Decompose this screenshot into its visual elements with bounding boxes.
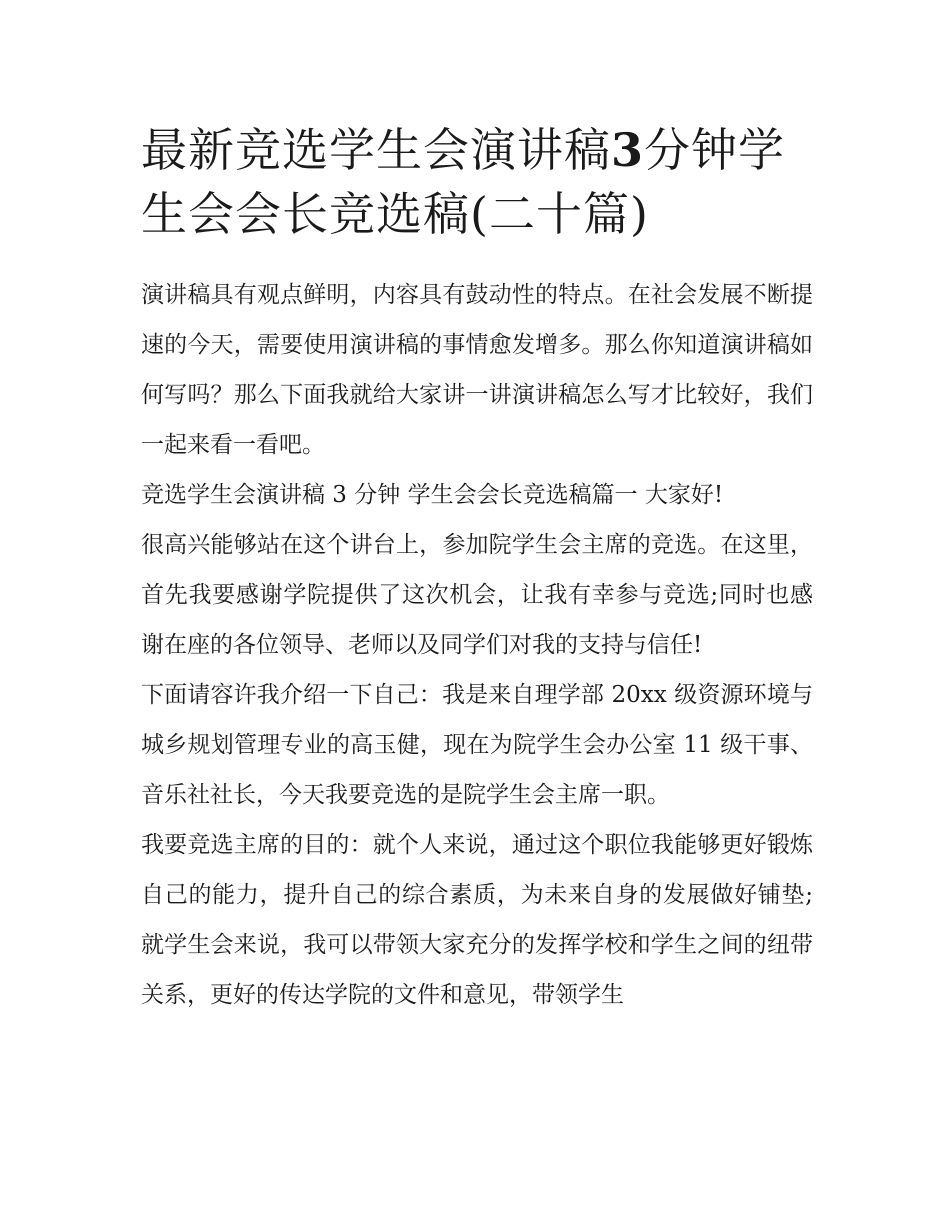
paragraph-section-heading: 竞选学生会演讲稿 3 分钟 学生会会长竞选稿篇一 大家好! — [141, 482, 724, 508]
paragraph-greeting: 很高兴能够站在这个讲台上，参加院学生会主席的竞选。在这里，首先我要感谢学院提供了这次机会，让我有幸参与竞选;同时也感谢在座的各位领导、老师以及同学们对我的支持与信任! — [141, 532, 813, 658]
document-title — [141, 118, 813, 246]
title-number: 3 — [611, 123, 645, 177]
paragraph-intro: 演讲稿具有观点鲜明，内容具有鼓动性的特点。在社会发展不断提速的今天，需要使用演讲稿的事情愈发增多。那么你知道演讲稿如何写吗？那么下面我就给大家讲一讲演讲稿怎么写才比较好，我们一起来看一看吧。 — [141, 282, 813, 458]
paragraph-self-intro: 下面请容许我介绍一下自己：我是来自理学部 20xx 级资源环境与城乡规划管理专业的高玉健，现在为院学生会办公室 11 级干事、音乐社社长，今天我要竞选的是院学生会主席一职。 — [141, 682, 813, 808]
document-page — [141, 118, 813, 1020]
title-text-part1: 最新竞选学生会演讲稿 — [141, 123, 611, 177]
paragraph-purpose: 我要竞选主席的目的：就个人来说，通过这个职位我能够更好锻炼自己的能力，提升自己的综合素质，为未来自身的发展做好铺垫;就学生会来说，我可以带领大家充分的发挥学校和学生之间的纽带关系，更好的传达学院的文件和意见，带领学生 — [141, 832, 813, 1008]
title-text-part2: 分钟学生会会长竞选稿(二十篇) — [141, 123, 786, 241]
document-body — [141, 270, 813, 1020]
